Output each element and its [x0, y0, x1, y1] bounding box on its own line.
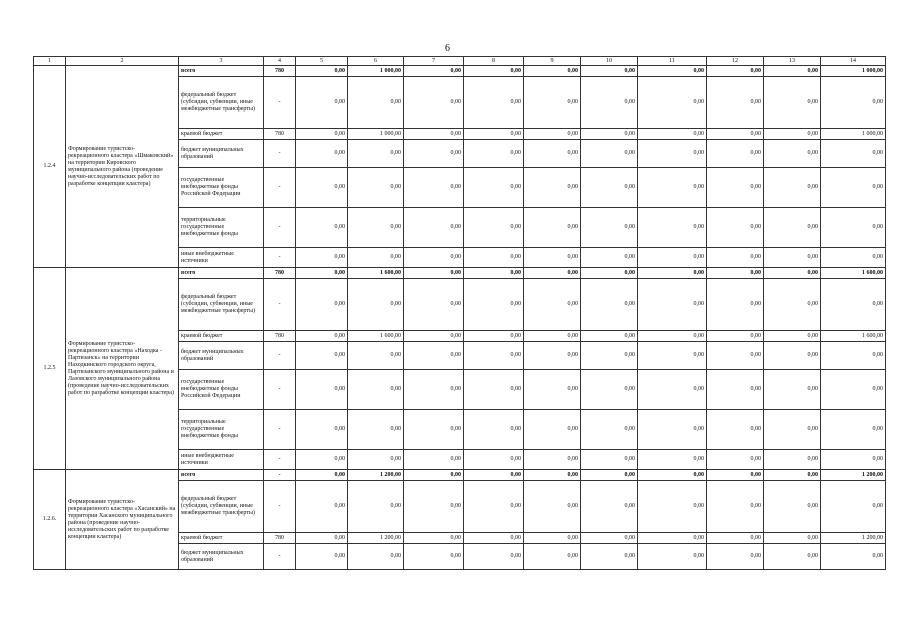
- amount-cell: 0,00: [638, 140, 707, 168]
- funding-source: всего: [179, 470, 264, 481]
- funding-source: федеральный бюджет (субсидии, субвенции, иные межбюджетные трансферты): [179, 279, 264, 331]
- amount-cell: 0,00: [821, 279, 886, 331]
- amount-cell: 0,00: [348, 77, 404, 129]
- amount-cell: 0,00: [348, 410, 404, 450]
- funding-source: краевой бюджет: [179, 129, 264, 140]
- amount-cell: 0,00: [404, 370, 464, 410]
- amount-cell: 0,00: [638, 279, 707, 331]
- amount-cell: 0,00: [581, 331, 638, 342]
- amount-cell: 0,00: [296, 66, 348, 77]
- amount-cell: 0,00: [764, 410, 821, 450]
- grbs-code: 780: [264, 331, 296, 342]
- funding-source: краевой бюджет: [179, 533, 264, 544]
- grbs-code: 780: [264, 268, 296, 279]
- amount-cell: 0,00: [524, 533, 581, 544]
- amount-cell: 0,00: [404, 533, 464, 544]
- amount-cell: 0,00: [524, 268, 581, 279]
- amount-cell: 0,00: [464, 410, 524, 450]
- amount-cell: 0,00: [524, 544, 581, 570]
- funding-source: территориальные государственные внебюджетные фонды: [179, 208, 264, 248]
- amount-cell: 0,00: [581, 140, 638, 168]
- amount-cell: 0,00: [638, 533, 707, 544]
- amount-cell: 0,00: [638, 268, 707, 279]
- section-title: Формирование туристско-рекреационного кластера «Находка - Партизанск» на территории Находкинского городского округа, Партизанского муниципального района и Лазовского муниципального района (проведение научно-исследовательских работ по разработке концепции кластера): [66, 268, 179, 470]
- amount-cell: 0,00: [404, 450, 464, 470]
- amount-cell: 0,00: [707, 268, 764, 279]
- amount-cell: 1 000,00: [821, 129, 886, 140]
- amount-cell: 0,00: [581, 248, 638, 268]
- amount-cell: 0,00: [404, 248, 464, 268]
- amount-cell: 0,00: [524, 370, 581, 410]
- amount-cell: 0,00: [524, 342, 581, 370]
- amount-cell: 0,00: [638, 248, 707, 268]
- amount-cell: 0,00: [348, 370, 404, 410]
- amount-cell: 0,00: [707, 129, 764, 140]
- funding-source: всего: [179, 66, 264, 77]
- amount-cell: 0,00: [764, 248, 821, 268]
- amount-cell: 1 000,00: [348, 66, 404, 77]
- amount-cell: 0,00: [581, 342, 638, 370]
- amount-cell: 0,00: [764, 342, 821, 370]
- amount-cell: 0,00: [296, 129, 348, 140]
- amount-cell: 0,00: [524, 248, 581, 268]
- amount-cell: 0,00: [348, 450, 404, 470]
- column-header: 1: [34, 57, 66, 66]
- amount-cell: 0,00: [404, 208, 464, 248]
- amount-cell: 0,00: [764, 140, 821, 168]
- amount-cell: 0,00: [638, 168, 707, 208]
- funding-source: федеральный бюджет (субсидии, субвенции, иные межбюджетные трансферты): [179, 481, 264, 533]
- amount-cell: 0,00: [707, 370, 764, 410]
- amount-cell: 0,00: [348, 248, 404, 268]
- amount-cell: 0,00: [404, 331, 464, 342]
- amount-cell: 0,00: [296, 533, 348, 544]
- amount-cell: 0,00: [348, 168, 404, 208]
- amount-cell: 0,00: [296, 168, 348, 208]
- grbs-code: -: [264, 77, 296, 129]
- amount-cell: 0,00: [296, 342, 348, 370]
- amount-cell: 0,00: [638, 331, 707, 342]
- amount-cell: 0,00: [464, 481, 524, 533]
- funding-source: государственные внебюджетные фонды Российской Федерации: [179, 370, 264, 410]
- grbs-code: 780: [264, 66, 296, 77]
- amount-cell: 1 600,00: [348, 331, 404, 342]
- section-title: Формирование туристско-рекреационного кластера «Хасанский» на территории Хасанского муниципального района (проведение научно-исследовательских работ по разработке концепции кластера): [66, 470, 179, 570]
- amount-cell: 0,00: [821, 481, 886, 533]
- funding-source: бюджет муниципальных образований: [179, 342, 264, 370]
- amount-cell: 0,00: [707, 533, 764, 544]
- grbs-code: 780: [264, 129, 296, 140]
- column-header: 9: [524, 57, 581, 66]
- amount-cell: 1 000,00: [348, 129, 404, 140]
- amount-cell: 0,00: [464, 66, 524, 77]
- amount-cell: 0,00: [296, 410, 348, 450]
- section-id: 1.2.6.: [34, 470, 66, 570]
- page-number: 6: [445, 43, 450, 54]
- amount-cell: 1 600,00: [821, 331, 886, 342]
- amount-cell: 0,00: [764, 481, 821, 533]
- amount-cell: 0,00: [707, 450, 764, 470]
- column-header: 14: [821, 57, 886, 66]
- section-id: 1.2.4: [34, 66, 66, 268]
- column-header: 13: [764, 57, 821, 66]
- amount-cell: 0,00: [821, 370, 886, 410]
- amount-cell: 0,00: [464, 279, 524, 331]
- amount-cell: 0,00: [707, 544, 764, 570]
- column-header: 3: [179, 57, 264, 66]
- amount-cell: 0,00: [464, 450, 524, 470]
- amount-cell: 0,00: [764, 533, 821, 544]
- amount-cell: 0,00: [638, 77, 707, 129]
- table-row: [34, 470, 886, 481]
- amount-cell: 0,00: [707, 77, 764, 129]
- amount-cell: 0,00: [404, 268, 464, 279]
- grbs-code: -: [264, 370, 296, 410]
- budget-table: [33, 56, 886, 570]
- grbs-code: -: [264, 279, 296, 331]
- amount-cell: 0,00: [296, 450, 348, 470]
- funding-source: федеральный бюджет (субсидии, субвенции, иные межбюджетные трансферты): [179, 77, 264, 129]
- amount-cell: 0,00: [524, 481, 581, 533]
- amount-cell: 0,00: [404, 66, 464, 77]
- amount-cell: 0,00: [464, 533, 524, 544]
- funding-source: бюджет муниципальных образований: [179, 140, 264, 168]
- amount-cell: 0,00: [764, 370, 821, 410]
- amount-cell: 0,00: [821, 208, 886, 248]
- column-header: 5: [296, 57, 348, 66]
- amount-cell: 0,00: [581, 470, 638, 481]
- table-row: [34, 268, 886, 279]
- amount-cell: 0,00: [638, 342, 707, 370]
- amount-cell: 0,00: [464, 129, 524, 140]
- amount-cell: 0,00: [581, 533, 638, 544]
- amount-cell: 0,00: [638, 470, 707, 481]
- amount-cell: 0,00: [821, 342, 886, 370]
- amount-cell: 1 200,00: [821, 470, 886, 481]
- amount-cell: 0,00: [764, 77, 821, 129]
- amount-cell: 0,00: [707, 279, 764, 331]
- amount-cell: 0,00: [581, 208, 638, 248]
- amount-cell: 0,00: [464, 331, 524, 342]
- amount-cell: 0,00: [404, 279, 464, 331]
- amount-cell: 0,00: [296, 279, 348, 331]
- amount-cell: 0,00: [348, 342, 404, 370]
- amount-cell: 0,00: [638, 129, 707, 140]
- amount-cell: 0,00: [821, 77, 886, 129]
- amount-cell: 0,00: [638, 66, 707, 77]
- amount-cell: 0,00: [404, 544, 464, 570]
- amount-cell: 0,00: [764, 268, 821, 279]
- amount-cell: 1 600,00: [348, 268, 404, 279]
- funding-source: государственные внебюджетные фонды Российской Федерации: [179, 168, 264, 208]
- amount-cell: 0,00: [581, 279, 638, 331]
- amount-cell: 0,00: [524, 470, 581, 481]
- amount-cell: 0,00: [524, 77, 581, 129]
- amount-cell: 0,00: [581, 129, 638, 140]
- funding-source: иные внебюджетные источники: [179, 248, 264, 268]
- section-id: 1.2.5: [34, 268, 66, 470]
- grbs-code: -: [264, 470, 296, 481]
- amount-cell: 0,00: [821, 248, 886, 268]
- grbs-code: 780: [264, 533, 296, 544]
- amount-cell: 0,00: [296, 481, 348, 533]
- amount-cell: 0,00: [464, 77, 524, 129]
- amount-cell: 0,00: [764, 279, 821, 331]
- amount-cell: 0,00: [707, 168, 764, 208]
- amount-cell: 0,00: [524, 450, 581, 470]
- amount-cell: 0,00: [581, 481, 638, 533]
- header-row: [34, 57, 886, 66]
- amount-cell: 0,00: [524, 168, 581, 208]
- amount-cell: 0,00: [707, 410, 764, 450]
- funding-source: иные внебюджетные источники: [179, 450, 264, 470]
- amount-cell: 0,00: [581, 450, 638, 470]
- amount-cell: 0,00: [764, 129, 821, 140]
- amount-cell: 0,00: [581, 410, 638, 450]
- amount-cell: 0,00: [638, 410, 707, 450]
- amount-cell: 0,00: [524, 410, 581, 450]
- amount-cell: 0,00: [581, 77, 638, 129]
- column-header: 10: [581, 57, 638, 66]
- amount-cell: 0,00: [296, 77, 348, 129]
- amount-cell: 0,00: [464, 248, 524, 268]
- grbs-code: -: [264, 544, 296, 570]
- amount-cell: 0,00: [296, 370, 348, 410]
- amount-cell: 1 200,00: [348, 470, 404, 481]
- amount-cell: 0,00: [404, 470, 464, 481]
- amount-cell: 0,00: [296, 248, 348, 268]
- grbs-code: -: [264, 481, 296, 533]
- column-header: 12: [707, 57, 764, 66]
- amount-cell: 0,00: [464, 208, 524, 248]
- amount-cell: 0,00: [581, 66, 638, 77]
- amount-cell: 0,00: [464, 168, 524, 208]
- column-header: 2: [66, 57, 179, 66]
- amount-cell: 0,00: [638, 208, 707, 248]
- amount-cell: 0,00: [764, 168, 821, 208]
- amount-cell: 0,00: [707, 481, 764, 533]
- amount-cell: 0,00: [821, 544, 886, 570]
- amount-cell: 0,00: [464, 342, 524, 370]
- grbs-code: -: [264, 342, 296, 370]
- grbs-code: -: [264, 208, 296, 248]
- funding-source: краевой бюджет: [179, 331, 264, 342]
- amount-cell: 1 000,00: [821, 66, 886, 77]
- amount-cell: 0,00: [404, 129, 464, 140]
- amount-cell: 0,00: [404, 481, 464, 533]
- amount-cell: 0,00: [464, 470, 524, 481]
- amount-cell: 0,00: [581, 544, 638, 570]
- amount-cell: 1 200,00: [348, 533, 404, 544]
- amount-cell: 0,00: [296, 140, 348, 168]
- amount-cell: 0,00: [296, 470, 348, 481]
- amount-cell: 0,00: [638, 370, 707, 410]
- amount-cell: 0,00: [404, 77, 464, 129]
- amount-cell: 0,00: [524, 208, 581, 248]
- amount-cell: 0,00: [296, 331, 348, 342]
- amount-cell: 0,00: [707, 331, 764, 342]
- amount-cell: 0,00: [821, 410, 886, 450]
- column-header: 4: [264, 57, 296, 66]
- amount-cell: 0,00: [707, 208, 764, 248]
- column-header: 11: [638, 57, 707, 66]
- amount-cell: 1 200,00: [821, 533, 886, 544]
- amount-cell: 0,00: [764, 450, 821, 470]
- column-header: 8: [464, 57, 524, 66]
- amount-cell: 0,00: [821, 168, 886, 208]
- amount-cell: 0,00: [764, 66, 821, 77]
- amount-cell: 0,00: [821, 140, 886, 168]
- amount-cell: 0,00: [404, 140, 464, 168]
- amount-cell: 0,00: [707, 66, 764, 77]
- amount-cell: 0,00: [348, 279, 404, 331]
- amount-cell: 0,00: [581, 268, 638, 279]
- amount-cell: 0,00: [464, 140, 524, 168]
- amount-cell: 0,00: [296, 268, 348, 279]
- funding-source: бюджет муниципальных образований: [179, 544, 264, 570]
- amount-cell: 1 600,00: [821, 268, 886, 279]
- funding-source: всего: [179, 268, 264, 279]
- amount-cell: 0,00: [638, 544, 707, 570]
- amount-cell: 0,00: [524, 129, 581, 140]
- amount-cell: 0,00: [464, 370, 524, 410]
- amount-cell: 0,00: [764, 544, 821, 570]
- amount-cell: 0,00: [764, 208, 821, 248]
- amount-cell: 0,00: [524, 66, 581, 77]
- amount-cell: 0,00: [821, 450, 886, 470]
- amount-cell: 0,00: [524, 331, 581, 342]
- amount-cell: 0,00: [524, 279, 581, 331]
- amount-cell: 0,00: [524, 140, 581, 168]
- amount-cell: 0,00: [296, 208, 348, 248]
- amount-cell: 0,00: [638, 450, 707, 470]
- grbs-code: -: [264, 168, 296, 208]
- amount-cell: 0,00: [707, 470, 764, 481]
- grbs-code: -: [264, 410, 296, 450]
- amount-cell: 0,00: [296, 544, 348, 570]
- table-body: [34, 57, 886, 570]
- amount-cell: 0,00: [404, 168, 464, 208]
- amount-cell: 0,00: [464, 268, 524, 279]
- grbs-code: -: [264, 450, 296, 470]
- amount-cell: 0,00: [348, 208, 404, 248]
- amount-cell: 0,00: [404, 342, 464, 370]
- amount-cell: 0,00: [348, 544, 404, 570]
- table-row: [34, 66, 886, 77]
- section-title: Формирование туристско-рекреационного кластера «Шмаковский» на территории Кировского муниципального района (проведение научно-исследовательских работ по разработке концепции кластера): [66, 66, 179, 268]
- amount-cell: 0,00: [707, 140, 764, 168]
- grbs-code: -: [264, 140, 296, 168]
- amount-cell: 0,00: [581, 370, 638, 410]
- amount-cell: 0,00: [348, 140, 404, 168]
- column-header: 7: [404, 57, 464, 66]
- amount-cell: 0,00: [707, 248, 764, 268]
- amount-cell: 0,00: [764, 470, 821, 481]
- column-header: 6: [348, 57, 404, 66]
- amount-cell: 0,00: [638, 481, 707, 533]
- amount-cell: 0,00: [581, 168, 638, 208]
- amount-cell: 0,00: [464, 544, 524, 570]
- funding-source: территориальные государственные внебюджетные фонды: [179, 410, 264, 450]
- amount-cell: 0,00: [404, 410, 464, 450]
- amount-cell: 0,00: [764, 331, 821, 342]
- amount-cell: 0,00: [348, 481, 404, 533]
- grbs-code: -: [264, 248, 296, 268]
- amount-cell: 0,00: [707, 342, 764, 370]
